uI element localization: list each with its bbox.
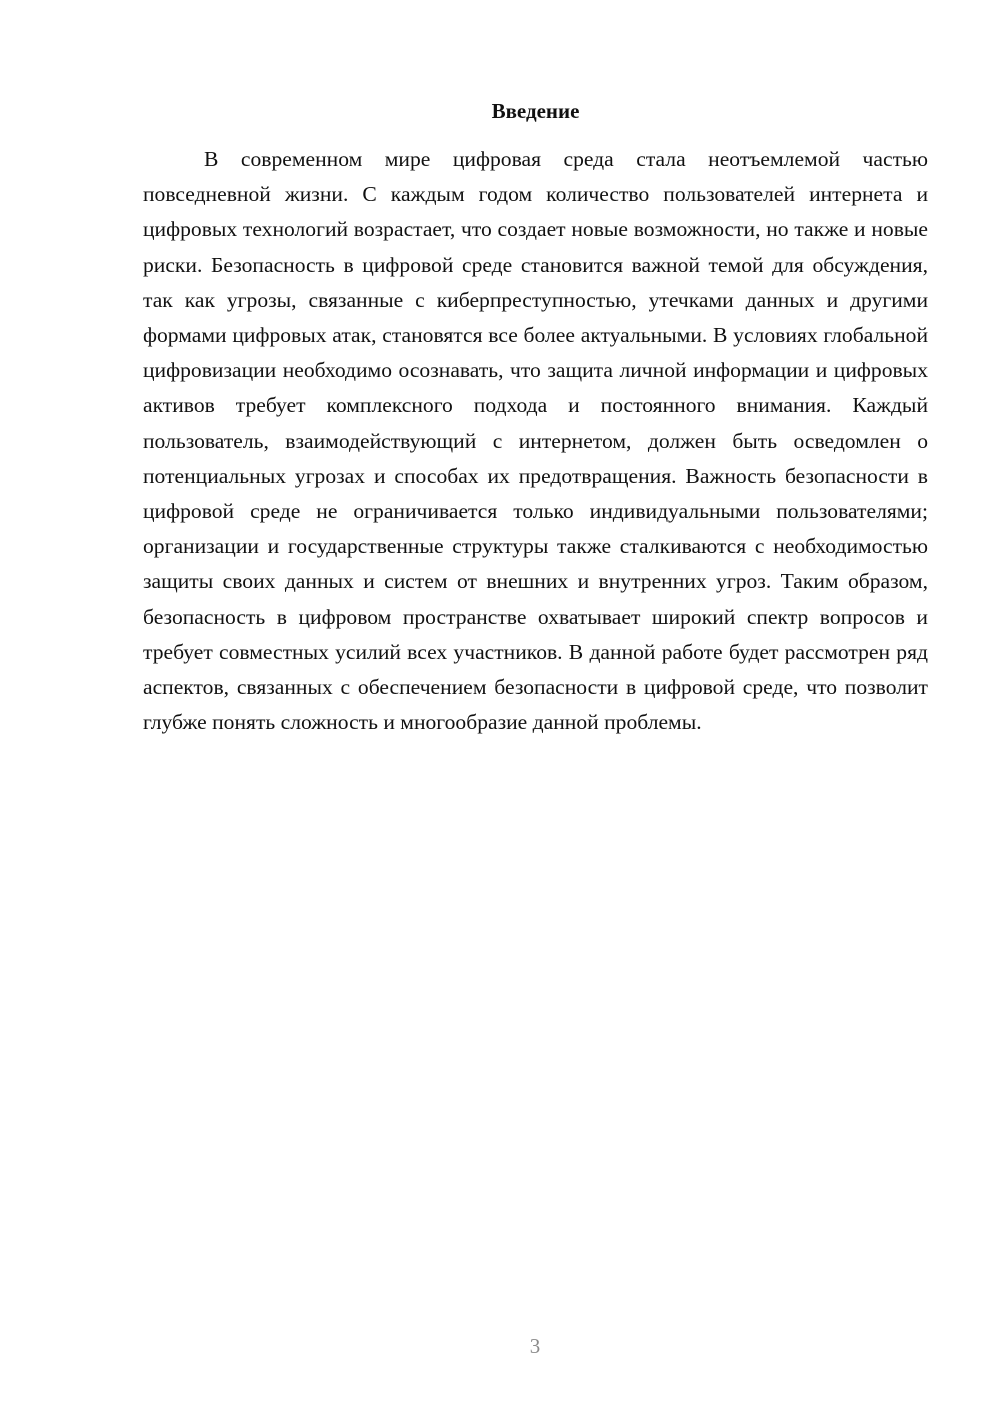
section-heading: Введение xyxy=(491,99,580,123)
page-number: 3 xyxy=(529,1334,541,1358)
body-paragraph: В современном мире цифровая среда стала неотъемлемой частью повседневной жизни. С каждым годом количество пользователей интернета и цифровых технологий возрастает, что создает новые возможности, но также и новые риски. Безопасность в цифровой среде становится важной темой для обсуждения, так как угрозы, связанные с киберпреступностью, утечками данных и другими формами цифровых атак, становятся все более актуальными. В условиях глобальной цифровизации необходимо осознавать, что защита личной информации и цифровых активов требует комплексного подхода и постоянного внимания. Каждый пользователь, взаимодействующий с интернетом, должен быть осведомлен о потенциальных угрозах и способах их предотвращения. Важность безопасности в цифровой среде не ограничивается только индивидуальными пользователями; организации и государственные структуры также сталкиваются с необходимостью защиты своих данных и систем от внешних и внутренних угроз. Таким образом, безопасность в цифровом пространстве охватывает широкий спектр вопросов и требует совместных усилий всех участников. В данной работе будет рассмотрен ряд аспектов, связанных с обеспечением безопасности в цифровой среде, что позволит глубже понять сложность и многообразие данной проблемы. xyxy=(143,147,928,735)
